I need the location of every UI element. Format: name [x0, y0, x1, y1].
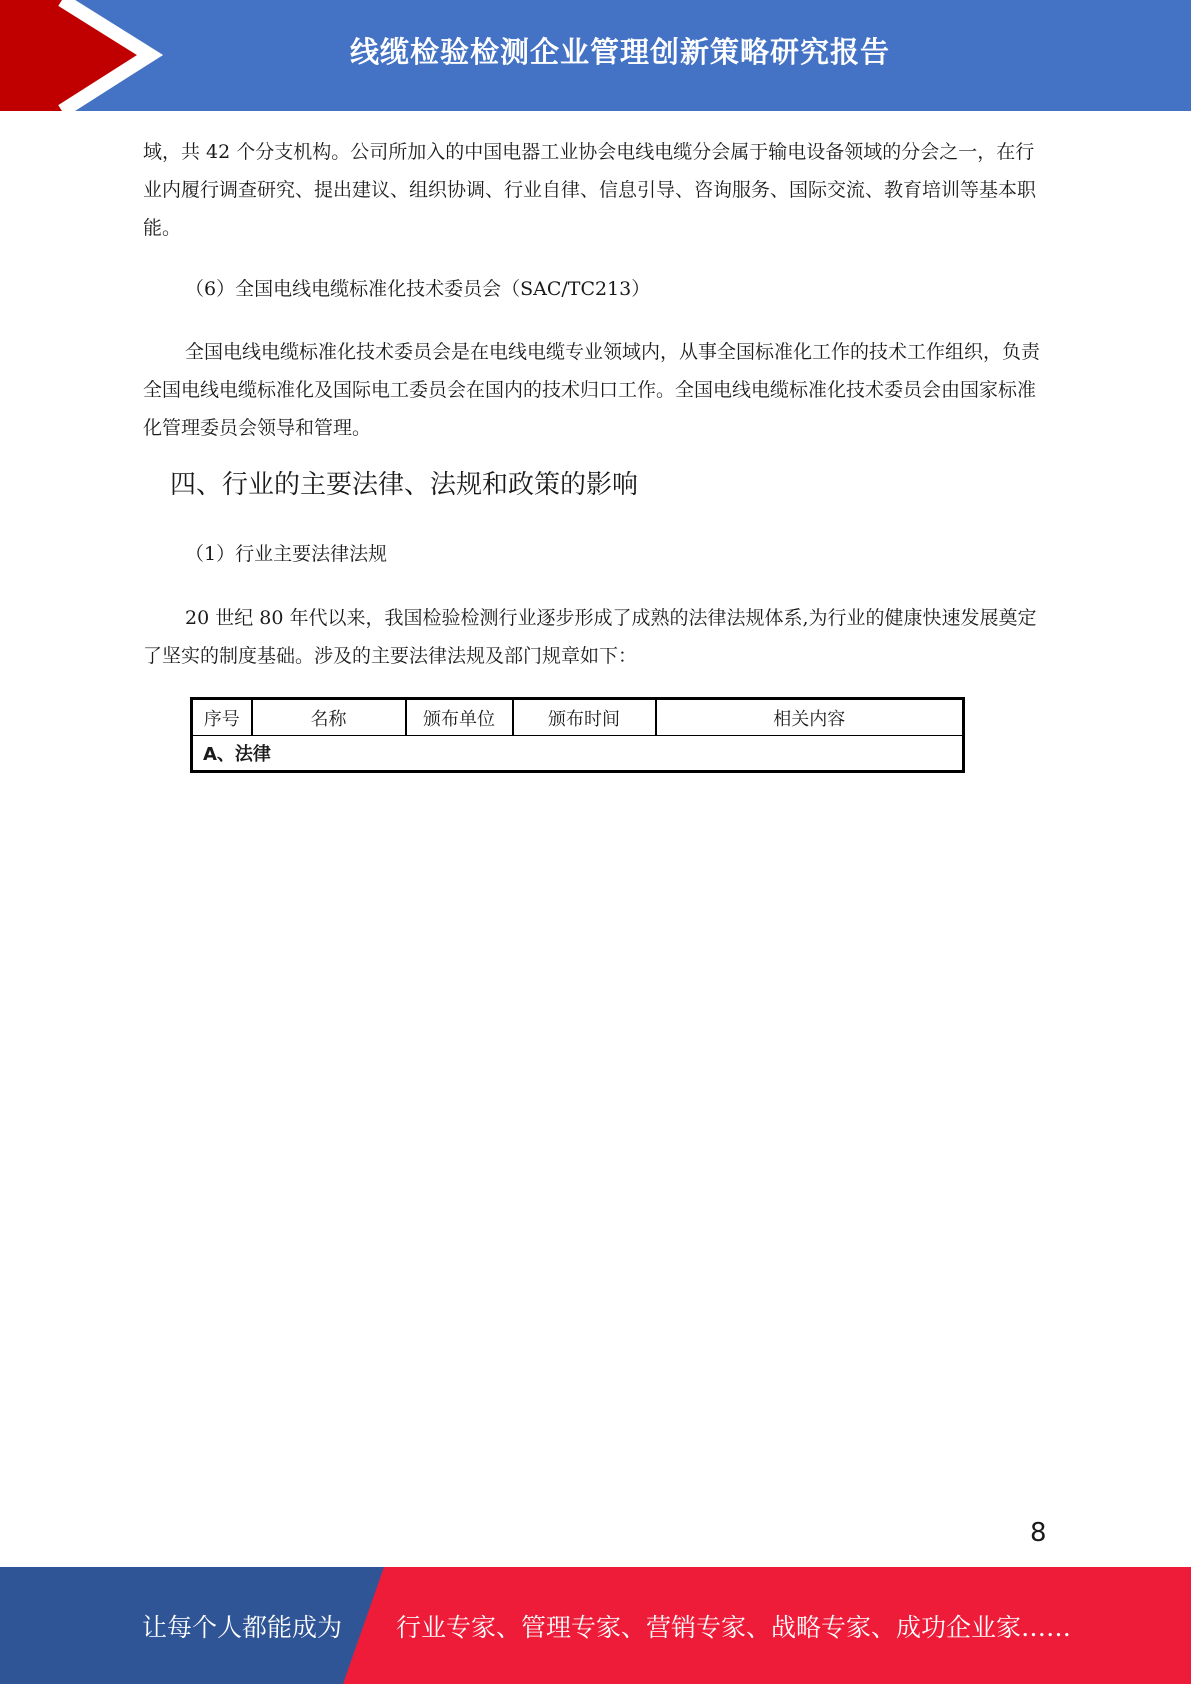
paragraph-association-intro: 域，共 42 个分支机构。公司所加入的中国电器工业协会电线电缆分会属于输电设备领域的分会之一，在行业内履行调查研究、提出建议、组织协调、行业自律、信息引导、咨询服务、国际交流、教育培训等基本职能。 [143, 141, 1037, 239]
page-footer [0, 1567, 1191, 1684]
laws-table [190, 697, 965, 773]
column-header-name: 名称 [252, 699, 406, 736]
section-heading-laws-policies: 四、行业的主要法律、法规和政策的影响 [170, 470, 639, 500]
table-row [192, 736, 964, 772]
footer-slogan-right: 行业专家、管理专家、营销专家、战略专家、成功企业家…… [396, 1612, 1072, 1642]
table-header-row [192, 699, 964, 736]
subheading-main-laws: （1）行业主要法律法规 [185, 543, 388, 565]
column-header-date: 颁布时间 [513, 699, 656, 736]
column-header-issuer: 颁布单位 [406, 699, 513, 736]
report-title: 线缆检验检测企业管理创新策略研究报告 [349, 34, 890, 69]
footer-slogan-left: 让每个人都能成为 [142, 1612, 343, 1642]
column-header-content: 相关内容 [656, 699, 964, 736]
subheading-sac-tc213: （6）全国电线电缆标准化技术委员会（SAC/TC213） [185, 278, 651, 300]
column-header-seq: 序号 [192, 699, 252, 736]
table-group-label: A、法律 [192, 736, 964, 772]
page-header [0, 0, 1191, 111]
paragraph-standards-committee: 全国电线电缆标准化技术委员会是在电线电缆专业领域内，从事全国标准化工作的技术工作组织，负责全国电线电缆标准化及国际电工委员会在国内的技术归口工作。全国电线电缆标准化技术委员会由国家标准化管理委员会领导和管理。 [143, 341, 1041, 439]
page-number: 8 [1030, 1518, 1047, 1548]
paragraph-legal-system: 20 世纪 80 年代以来，我国检验检测行业逐步形成了成熟的法律法规体系,为行业的健康快速发展奠定了坚实的制度基础。涉及的主要法律法规及部门规章如下： [143, 607, 1037, 667]
